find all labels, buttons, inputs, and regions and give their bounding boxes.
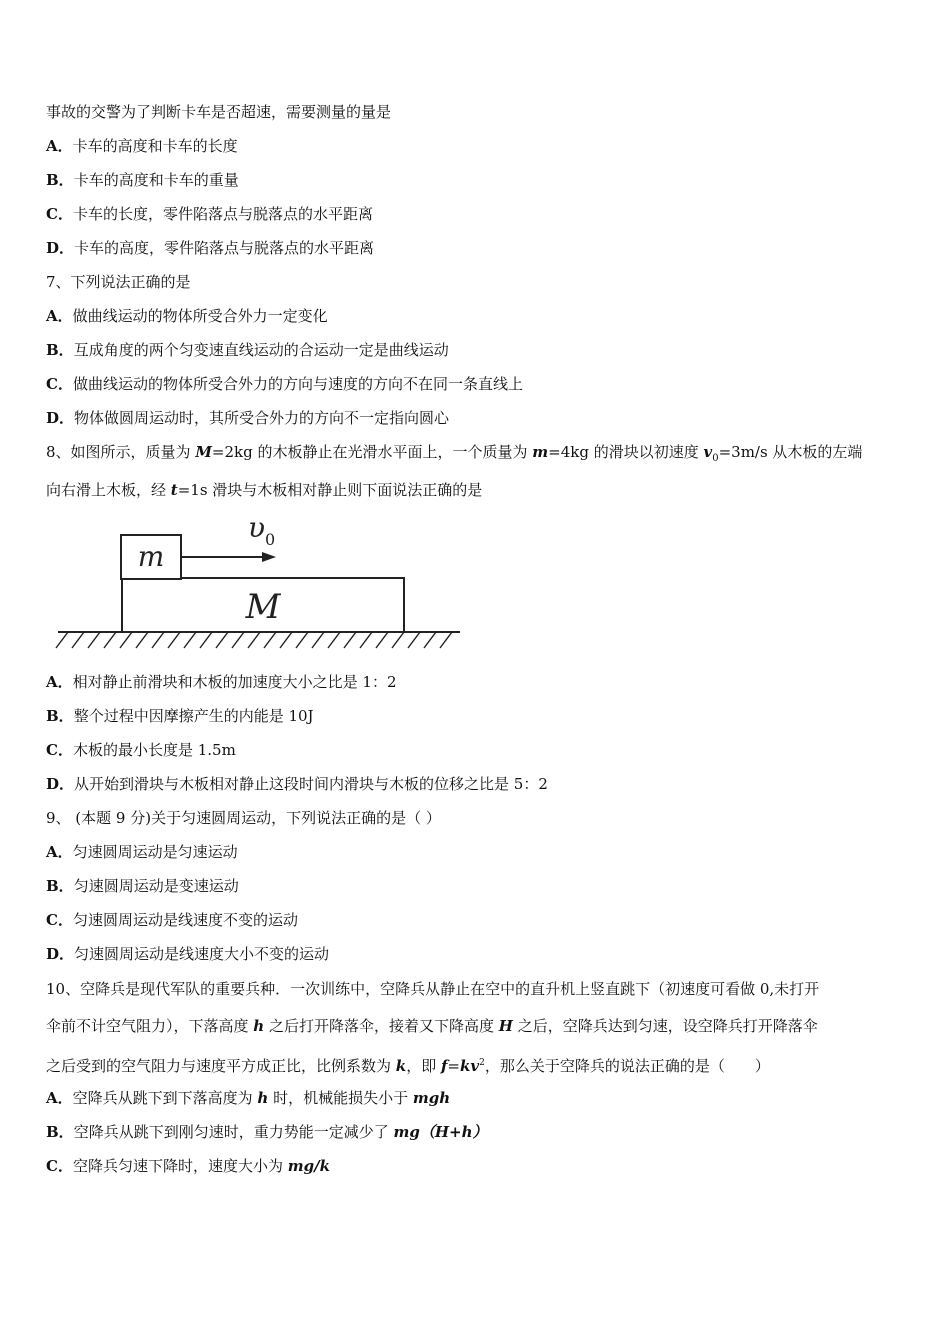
question-8-line-1: 8、如图所示，质量为 M=2kg 的木板静止在光滑水平面上，一个质量为 m=4kg 的滑块以初速度 $v_0=3m/s$ 从木板的左端 [46, 443, 863, 464]
question-7: 7、下列说法正确的是 [46, 273, 191, 291]
figure-svg [50, 515, 470, 665]
question-10-line-2: 伞前不计空气阻力），下落高度 h 之后打开降落伞，接着又下降高度 H 之后，空降兵达到匀速，设空降兵打开降落伞 [46, 1017, 818, 1035]
q9-option-b: B．匀速圆周运动是变速运动 [46, 877, 239, 895]
q9-option-d: D．匀速圆周运动是线速度大小不变的运动 [46, 945, 330, 963]
q7-option-b: B．互成角度的两个匀变速直线运动的合运动一定是曲线运动 [46, 341, 449, 359]
board-block-figure [50, 515, 470, 665]
velocity-label: υ [248, 515, 266, 544]
q8-option-c: C．木板的最小长度是 1.5m [46, 741, 236, 759]
q7-option-a: A．做曲线运动的物体所受合外力一定变化 [46, 307, 328, 325]
question-10-line-3: 之后受到的空气阻力与速度平方成正比，比例系数为 k，即 $f=kv^2$，那么关于空降兵的说法正确的是（ ） [46, 1057, 770, 1075]
question-9: 9、 (本题 9 分)关于匀速圆周运动，下列说法正确的是（ ） [46, 809, 441, 827]
text-line: 事故的交警为了判断卡车是否超速，需要测量的量是 [46, 103, 392, 121]
q7-option-d: D．物体做圆周运动时，其所受合外力的方向不一定指向圆心 [46, 409, 450, 427]
q6-option-d: D．卡车的高度，零件陷落点与脱落点的水平距离 [46, 239, 375, 257]
block-label: m [137, 540, 165, 573]
q10-option-b: B．空降兵从跳下到刚匀速时，重力势能一定减少了 mg（H+h） [46, 1123, 488, 1141]
ground-hatching [56, 632, 452, 648]
board-label: M [245, 587, 281, 627]
q6-option-b: B．卡车的高度和卡车的重量 [46, 171, 239, 189]
q6-option-c: C．卡车的长度，零件陷落点与脱落点的水平距离 [46, 205, 373, 223]
q6-option-a: A．卡车的高度和卡车的长度 [46, 137, 238, 155]
q7-option-c: C．做曲线运动的物体所受合外力的方向与速度的方向不在同一条直线上 [46, 375, 523, 393]
arrow-head-icon [262, 552, 276, 562]
velocity-subscript: 0 [265, 530, 276, 549]
question-8-line-2: 向右滑上木板，经 t=1s 滑块与木板相对静止则下面说法正确的是 [46, 481, 483, 499]
question-10-line-1: 10、空降兵是现代军队的重要兵种．一次训练中，空降兵从静止在空中的直升机上竖直跳下（初速度可看做 0,未打开 [46, 980, 820, 998]
q10-option-c: C．空降兵匀速下降时，速度大小为 mg/k [46, 1157, 330, 1175]
q10-option-a: A．空降兵从跳下到下落高度为 h 时，机械能损失小于 mgh [46, 1089, 451, 1107]
q9-option-c: C．匀速圆周运动是线速度不变的运动 [46, 911, 298, 929]
q9-option-a: A．匀速圆周运动是匀速运动 [46, 843, 238, 861]
q8-option-d: D．从开始到滑块与木板相对静止这段时间内滑块与木板的位移之比是 5：2 [46, 775, 548, 793]
q8-option-a: A．相对静止前滑块和木板的加速度大小之比是 1：2 [46, 673, 397, 691]
q8-option-b: B．整个过程中因摩擦产生的内能是 10J [46, 707, 314, 725]
